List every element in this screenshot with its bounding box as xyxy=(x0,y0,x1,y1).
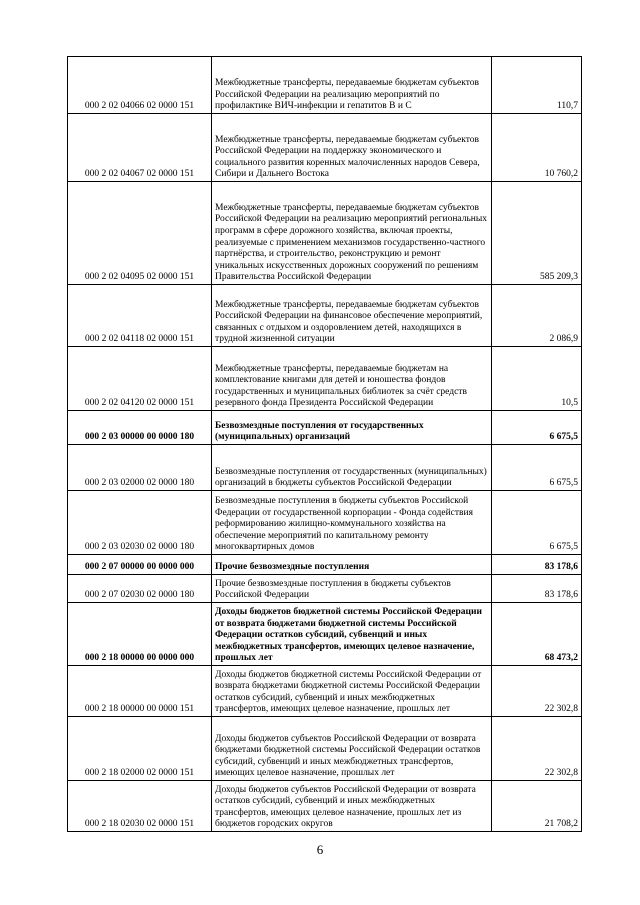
table-row xyxy=(68,114,582,182)
item-description: Межбюджетные трансферты, передаваемые бюджетам субъектов Российской Федерации на поддержку экономического и социального развития коренных малочисленных народов Севера, Сибири и Дальнего Востока xyxy=(212,114,492,182)
table-row xyxy=(68,182,582,285)
budget-code: 000 2 07 02030 02 0000 180 xyxy=(68,575,212,603)
table-row xyxy=(68,347,582,411)
revenue-table-body xyxy=(68,57,582,832)
item-description: Доходы бюджетов бюджетной системы Российской Федерации от возврата бюджетами бюджетной системы Российской Федерации остатков субсидий, субвенций и иных межбюджетных трансфертов, имеющих целевое назначение, прошлых лет xyxy=(212,666,492,717)
table-row xyxy=(68,575,582,603)
budget-code: 000 2 02 04067 02 0000 151 xyxy=(68,114,212,182)
item-description: Межбюджетные трансферты, передаваемые бюджетам субъектов Российской Федерации на финансовое обеспечение мероприятий, связанных с отдыхом и оздоровлением детей, находящихся в трудной жизненной ситуации xyxy=(212,285,492,347)
item-description: Доходы бюджетов субъектов Российской Федерации от возврата остатков субсидий, субвенций и иных межбюджетных трансфертов, имеющих целевое назначение, прошлых лет из бюджетов городских округов xyxy=(212,781,492,832)
item-description: Доходы бюджетов субъектов Российской Федерации от возврата бюджетами бюджетной системы Российской Федерации остатков субсидий, субвенций и иных межбюджетных трансфертов, имеющих целевое назначение, прошлых лет xyxy=(212,717,492,781)
table-row xyxy=(68,411,582,445)
amount-value: 2 086,9 xyxy=(492,285,582,347)
amount-value: 22 302,8 xyxy=(492,666,582,717)
budget-code: 000 2 02 04120 02 0000 151 xyxy=(68,347,212,411)
amount-value: 10,5 xyxy=(492,347,582,411)
item-description: Межбюджетные трансферты, передаваемые бюджетам субъектов Российской Федерации на реализацию мероприятий региональных программ в сфере дорожного хозяйства, включая проекты, реализуемые с применением механизмов государственно-частного партнёрства, и строительство, реконструкцию и ремонт уникальных искусственных дорожных сооружений по решениям Правительства Российской Федерации xyxy=(212,182,492,285)
amount-value: 22 302,8 xyxy=(492,717,582,781)
amount-value: 83 178,6 xyxy=(492,555,582,575)
item-description: Прочие безвозмездные поступления в бюджеты субъектов Российской Федерации xyxy=(212,575,492,603)
item-description: Безвозмездные поступления от государственных (муниципальных) организаций xyxy=(212,411,492,445)
amount-value: 6 675,5 xyxy=(492,445,582,491)
item-description: Межбюджетные трансферты, передаваемые бюджетам на комплектование книгами для детей и юношества фондов государственных и муниципальных библиотек за счёт средств резервного фонда Президента Российской Федерации xyxy=(212,347,492,411)
amount-value: 21 708,2 xyxy=(492,781,582,832)
budget-code: 000 2 02 04066 02 0000 151 xyxy=(68,57,212,114)
table-row xyxy=(68,555,582,575)
page-number: 6 xyxy=(316,842,324,857)
item-description: Безвозмездные поступления в бюджеты субъектов Российской Федерации от государственной корпорации - Фонда содействия реформированию жилищно-коммунального хозяйства на обеспечение мероприятий по капитальному ремонту многоквартирных домов xyxy=(212,491,492,555)
revenue-table xyxy=(67,56,582,832)
table-row xyxy=(68,57,582,114)
table-row xyxy=(68,781,582,832)
budget-code: 000 2 07 00000 00 0000 000 xyxy=(68,555,212,575)
item-description: Безвозмездные поступления от государственных (муниципальных) организаций в бюджеты субъектов Российской Федерации xyxy=(212,445,492,491)
budget-code: 000 2 18 00000 00 0000 151 xyxy=(68,666,212,717)
budget-code: 000 2 18 02000 02 0000 151 xyxy=(68,717,212,781)
budget-code: 000 2 03 02030 02 0000 180 xyxy=(68,491,212,555)
amount-value: 6 675,5 xyxy=(492,411,582,445)
table-row xyxy=(68,603,582,666)
item-description: Межбюджетные трансферты, передаваемые бюджетам субъектов Российской Федерации на реализацию мероприятий по профилактике ВИЧ-инфекции и гепатитов В и С xyxy=(212,57,492,114)
item-description: Прочие безвозмездные поступления xyxy=(212,555,492,575)
amount-value: 68 473,2 xyxy=(492,603,582,666)
budget-code: 000 2 03 00000 00 0000 180 xyxy=(68,411,212,445)
item-description: Доходы бюджетов бюджетной системы Российской Федерации от возврата бюджетами бюджетной системы Российской Федерации остатков субсидий, субвенций и иных межбюджетных трансфертов, имеющих целевое назначение, прошлых лет xyxy=(212,603,492,666)
amount-value: 585 209,3 xyxy=(492,182,582,285)
amount-value: 10 760,2 xyxy=(492,114,582,182)
budget-code: 000 2 02 04118 02 0000 151 xyxy=(68,285,212,347)
budget-code: 000 2 18 00000 00 0000 000 xyxy=(68,603,212,666)
budget-code: 000 2 02 04095 02 0000 151 xyxy=(68,182,212,285)
table-row xyxy=(68,717,582,781)
table-row xyxy=(68,285,582,347)
table-row xyxy=(68,666,582,717)
table-row xyxy=(68,491,582,555)
amount-value: 6 675,5 xyxy=(492,491,582,555)
amount-value: 110,7 xyxy=(492,57,582,114)
budget-code: 000 2 03 02000 02 0000 180 xyxy=(68,445,212,491)
budget-code: 000 2 18 02030 02 0000 151 xyxy=(68,781,212,832)
amount-value: 83 178,6 xyxy=(492,575,582,603)
table-row xyxy=(68,445,582,491)
